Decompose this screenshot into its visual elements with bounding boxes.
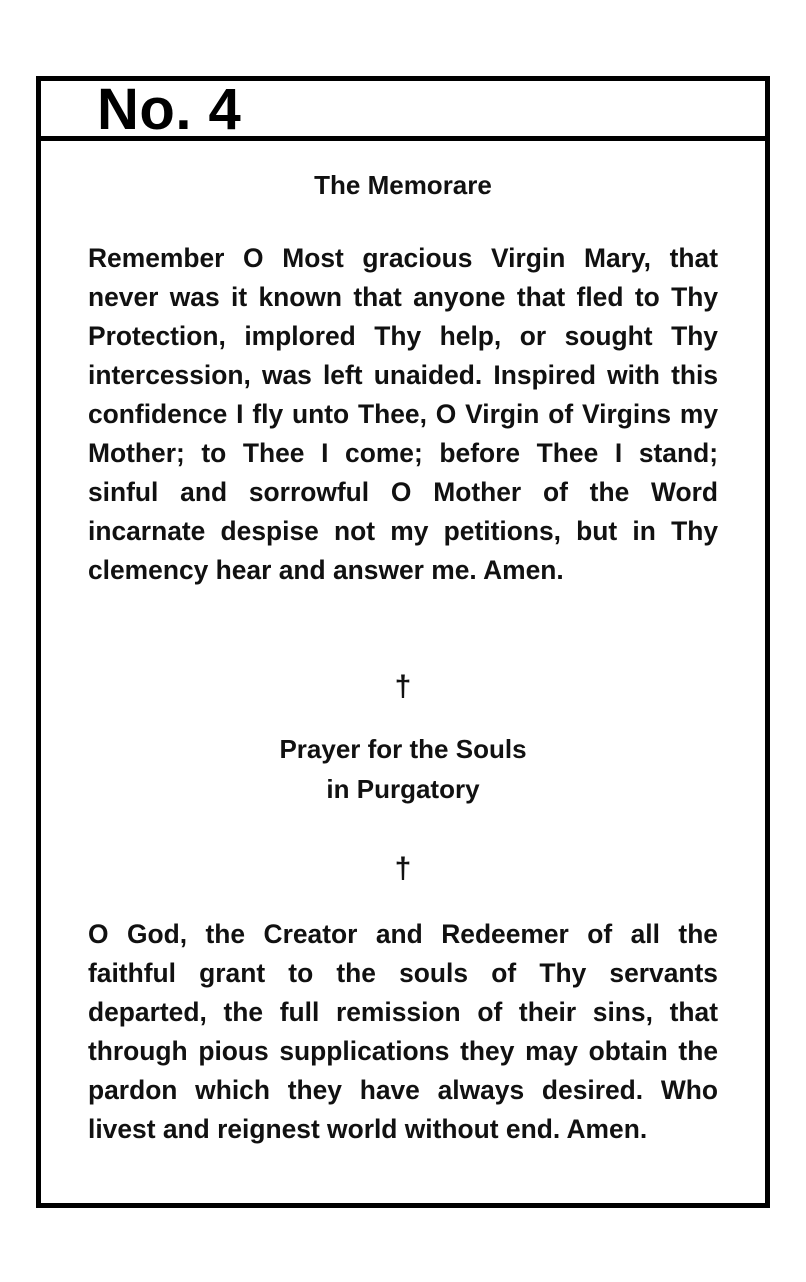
cross-icon: † xyxy=(394,670,412,703)
purgatory-title-line-2: in Purgatory xyxy=(326,774,480,804)
purgatory-title xyxy=(88,729,718,809)
card-header xyxy=(41,77,765,142)
cross-icon: † xyxy=(394,852,412,885)
prayer-card xyxy=(36,76,770,1208)
card-number: No. 4 xyxy=(97,77,242,142)
purgatory-text: O God, the Creator and Redeemer of all the faithful grant to the souls of Thy servants departed, the full remission of their sins, that through pious supplications they may obtain the pardon which they have always desired. Who livest and reignest world without end. Amen. xyxy=(88,919,718,1144)
memorare-text: Remember O Most gracious Virgin Mary, that never was it known that anyone that fled to Thy Protection, implored Thy help, or sought Thy intercession, was left unaided. Inspired with this confidence I fly unto Thee, O Virgin of Virgins my Mother; to Thee I come; before Thee I stand; sinful and sorrowful O Mother of the Word incarnate despise not my petitions, but in Thy clemency hear and answer me. Amen. xyxy=(88,243,718,585)
purgatory-title-line-1: Prayer for the Souls xyxy=(279,734,527,764)
memorare-title: The Memorare xyxy=(314,170,492,200)
